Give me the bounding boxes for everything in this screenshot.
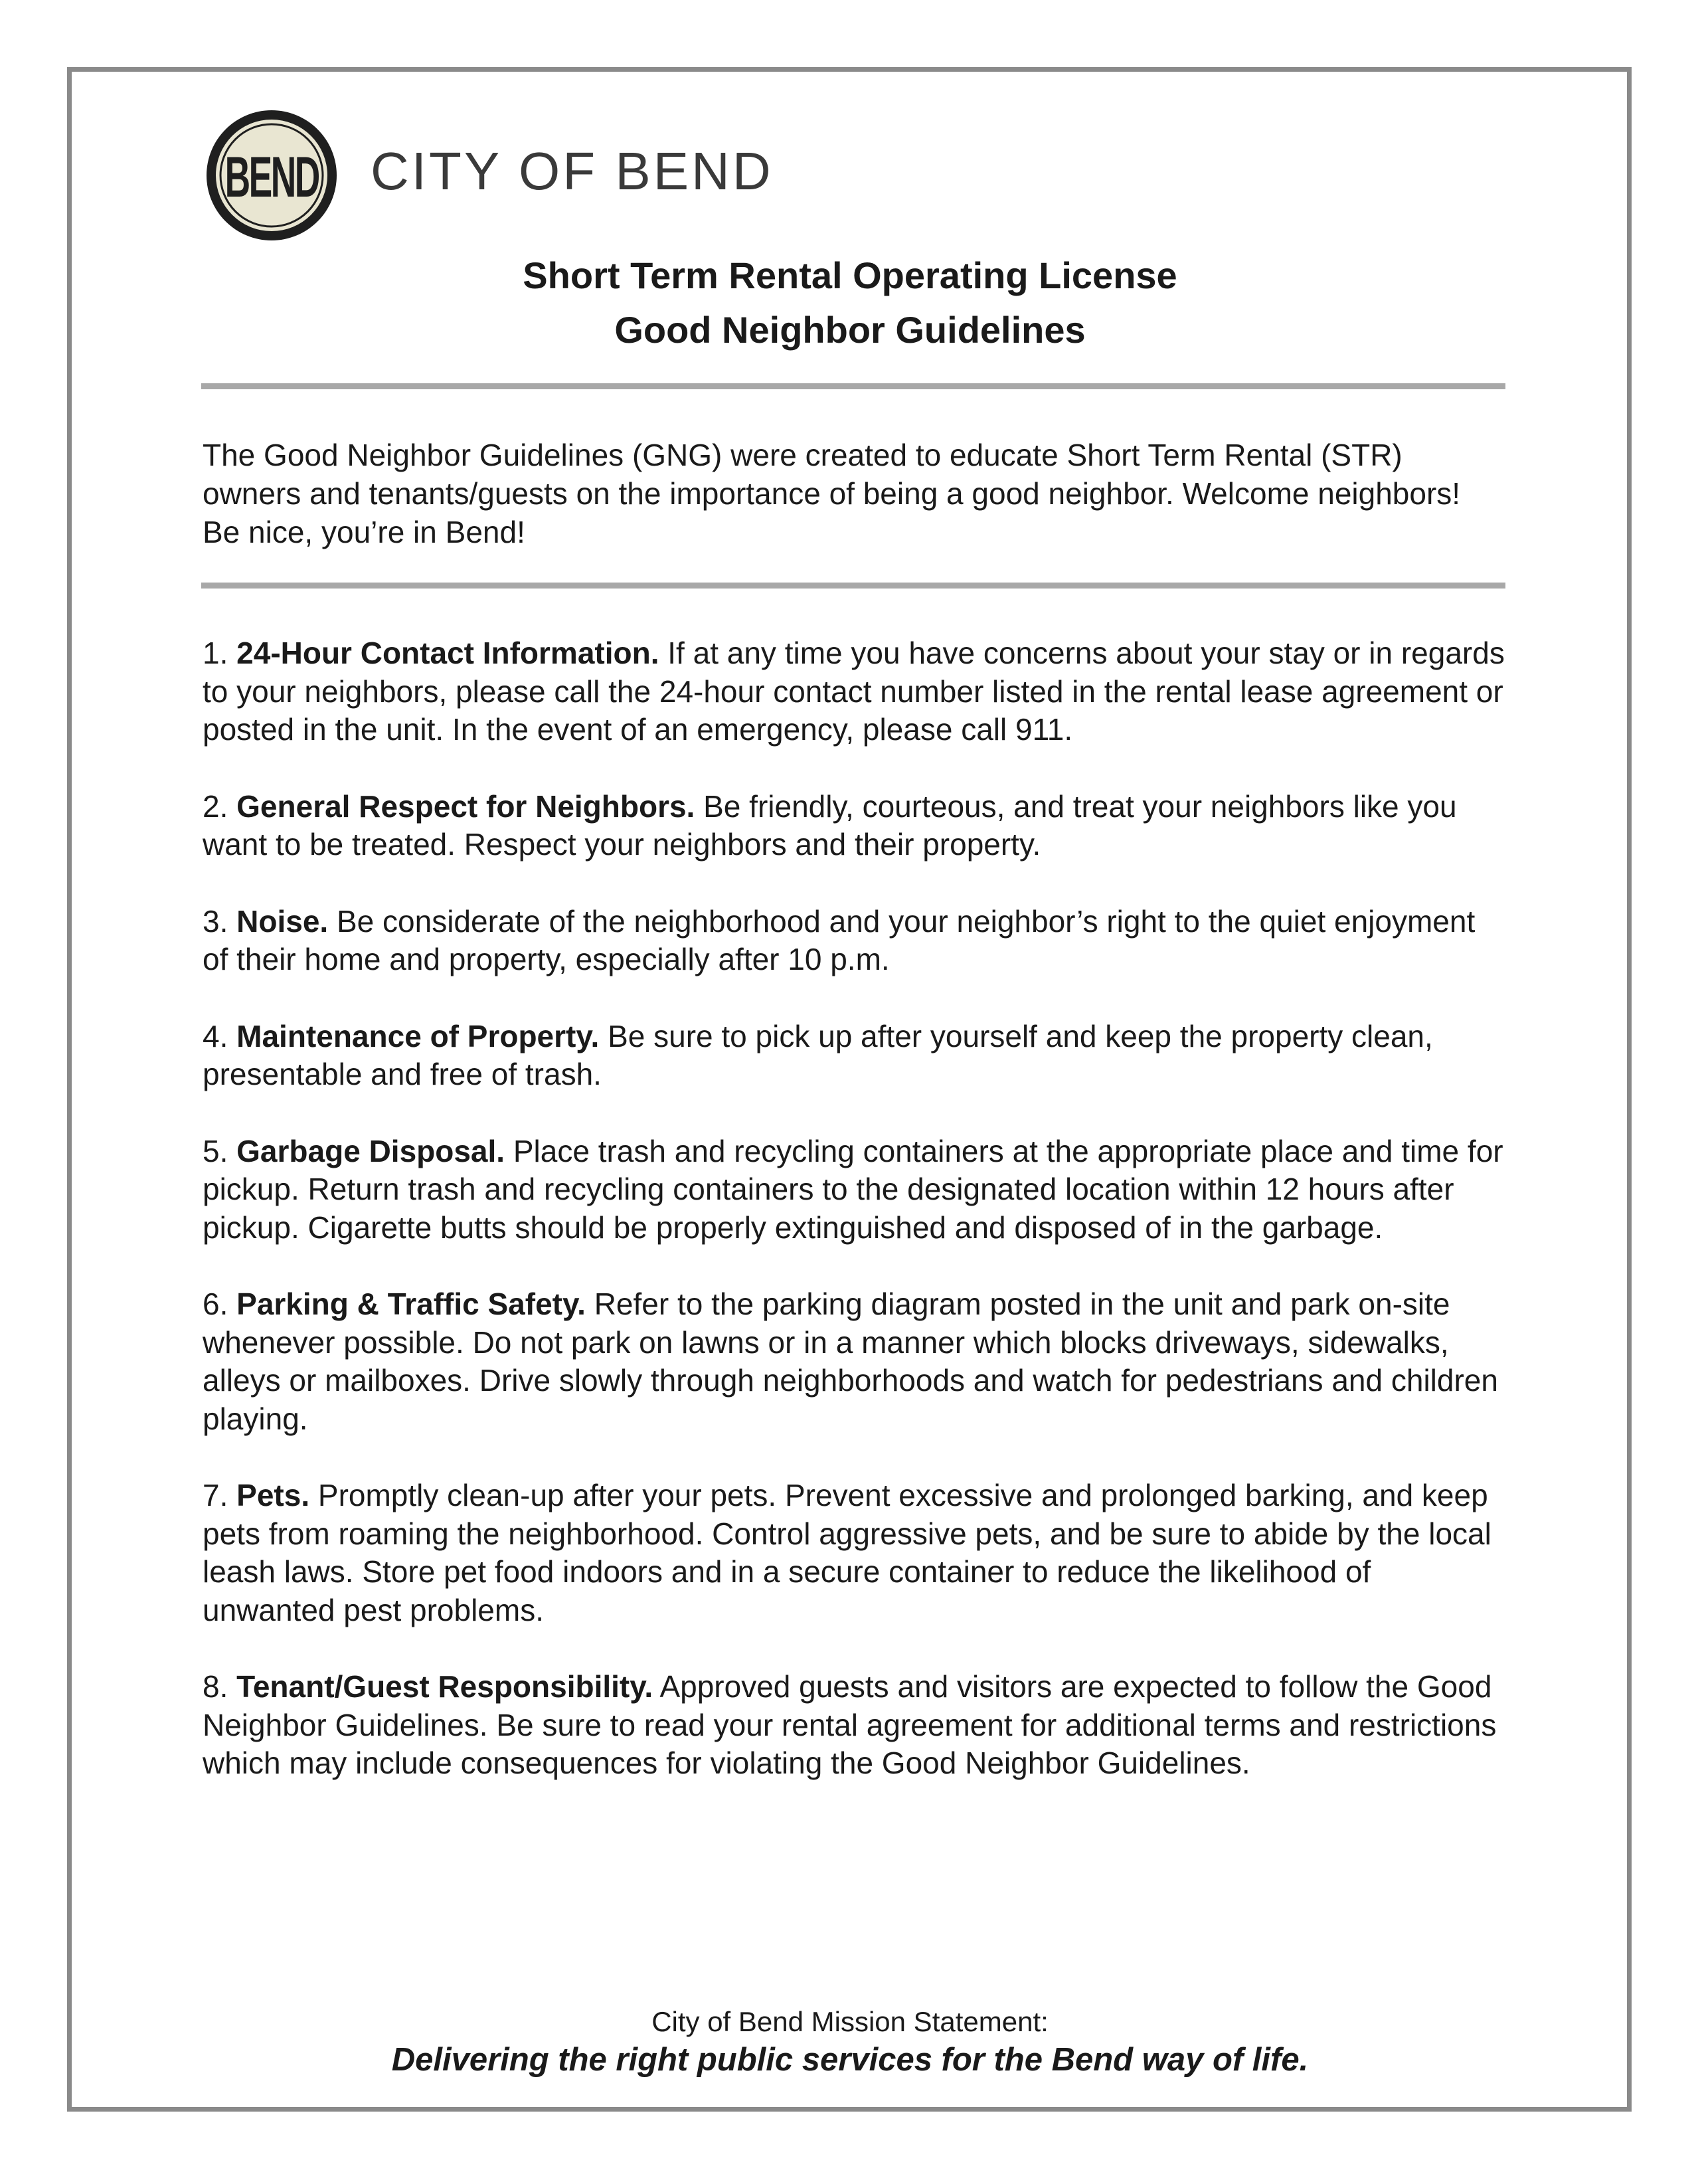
city-name-wordmark: CITY OF BEND [371, 141, 774, 201]
guideline-heading: Maintenance of Property. [236, 1018, 600, 1053]
guideline-item [203, 903, 1505, 979]
svg-text:BEND: BEND [224, 145, 319, 210]
guideline-number: 3. [203, 903, 237, 939]
guideline-text: Promptly clean-up after your pets. Prevent excessive and prolonged barking, and keep pets from roaming the neighborhood. Control aggressive pets, and be sure to abide by the local leash laws. Store pet food indoors and in a secure container to reduce the likelihood of unwanted pest problems. [203, 1478, 1491, 1627]
divider [201, 583, 1505, 589]
guideline-item [203, 634, 1505, 749]
guideline-text: Be considerate of the neighborhood and your neighbor’s right to the quiet enjoyment of their home and property, especially after 10 p.m. [203, 903, 1476, 976]
guideline-heading: Parking & Traffic Safety. [236, 1287, 586, 1321]
guideline-text: Refer to the parking diagram posted in the unit and park on-site whenever possible. Do not park on lawns or in a manner which blocks driveways, sidewalks, alleys or mailboxes. Drive slowly through neighborhoods and watch for pedestrians and children playing. [203, 1287, 1498, 1436]
guideline-number: 8. [203, 1669, 237, 1704]
guideline-number: 1. [203, 636, 237, 670]
guideline-text: Place trash and recycling containers at the appropriate place and time for pickup. Return trash and recycling containers to the designated location within 12 hours after pickup. Cigarette butts should be properly extinguished and disposed of in the garbage. [203, 1133, 1503, 1245]
guideline-number: 7. [203, 1478, 237, 1512]
guideline-item [203, 1018, 1505, 1094]
guideline-heading: Pets. [236, 1478, 310, 1512]
document-title: Short Term Rental Operating License [523, 254, 1177, 296]
mission-statement-text: Delivering the right public services for the Bend way of life. [391, 2042, 1309, 2078]
guideline-number: 6. [203, 1287, 237, 1321]
guideline-number: 5. [203, 1133, 237, 1168]
guideline-heading: Garbage Disposal. [236, 1133, 505, 1168]
divider [201, 383, 1505, 389]
city-seal-logo [203, 106, 341, 244]
guideline-heading: Tenant/Guest Responsibility. [236, 1669, 653, 1704]
guideline-item [203, 788, 1505, 864]
guideline-number: 2. [203, 788, 237, 824]
guideline-text: Approved guests and visitors are expected to follow the Good Neighbor Guidelines. Be sure to read your rental agreement for additional terms and restrictions which may include consequences for violating the Good Neighbor Guidelines. [203, 1669, 1497, 1780]
guideline-number: 4. [203, 1018, 237, 1053]
guidelines-list [203, 634, 1505, 1821]
guideline-text: If at any time you have concerns about your stay or in regards to your neighbors, please call the 24-hour contact number listed in the rental lease agreement or posted in the unit. In the event of an emergency, please call 911. [203, 636, 1505, 747]
seal-graphic [203, 106, 341, 244]
guideline-item [203, 1668, 1505, 1783]
document-subtitle: Good Neighbor Guidelines [614, 309, 1086, 351]
mission-statement-label: City of Bend Mission Statement: [651, 2006, 1049, 2037]
guideline-text: Be sure to pick up after yourself and keep the property clean, presentable and free of trash. [203, 1018, 1433, 1091]
guideline-item [203, 1285, 1505, 1438]
guideline-heading: Noise. [236, 903, 329, 939]
guideline-heading: 24-Hour Contact Information. [236, 636, 659, 670]
guideline-heading: General Respect for Neighbors. [236, 788, 695, 824]
intro-paragraph: The Good Neighbor Guidelines (GNG) were created to educate Short Term Rental (STR) owners and tenants/guests on the importance of being a good neighbor. Welcome neighbors! Be nice, you’re in Bend! [203, 438, 1461, 549]
guideline-item [203, 1477, 1505, 1629]
guideline-item [203, 1133, 1505, 1247]
guideline-text: Be friendly, courteous, and treat your neighbors like you want to be treated. Respect your neighbors and their property. [203, 788, 1457, 862]
